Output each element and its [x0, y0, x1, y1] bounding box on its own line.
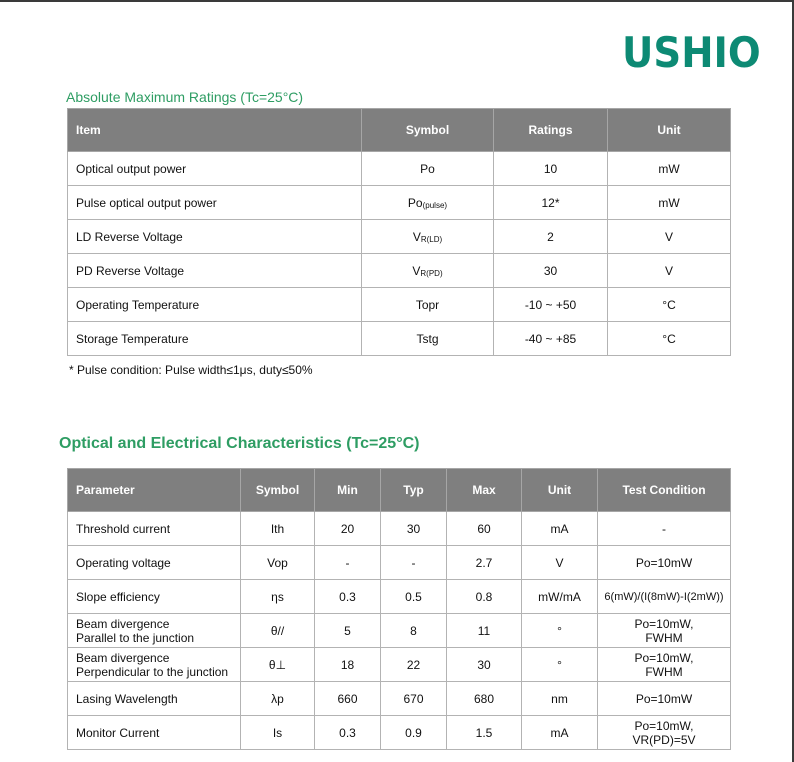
table-header-row — [68, 469, 731, 512]
symbol-cell: θ// — [241, 614, 315, 648]
rating-cell: 10 — [494, 152, 608, 186]
absolute-maximum-ratings-table — [67, 108, 731, 356]
min-cell: 5 — [315, 614, 381, 648]
typ-cell: 670 — [381, 682, 447, 716]
table-row — [68, 220, 731, 254]
condition-cell: 6(mW)/(I(8mW)-I(2mW)) — [598, 580, 731, 614]
table-row — [68, 288, 731, 322]
parameter-cell: Lasing Wavelength — [68, 682, 241, 716]
unit-cell: nm — [522, 682, 598, 716]
symbol-cell: $Po_{(pulse)}$ — [362, 186, 494, 220]
typ-cell: 0.9 — [381, 716, 447, 750]
header-unit: Unit — [522, 469, 598, 512]
symbol-cell: Po — [362, 152, 494, 186]
min-cell: 20 — [315, 512, 381, 546]
header-min: Min — [315, 469, 381, 512]
table-row — [68, 152, 731, 186]
rating-cell: 12* — [494, 186, 608, 220]
rating-cell: 30 — [494, 254, 608, 288]
condition-cell: Po=10mW, FWHM — [598, 648, 731, 682]
typ-cell: 8 — [381, 614, 447, 648]
item-cell: Storage Temperature — [68, 322, 362, 356]
amr-title: Absolute Maximum Ratings (Tc=25°C) — [66, 89, 304, 105]
unit-cell: V — [608, 220, 731, 254]
header-max: Max — [447, 469, 522, 512]
table-row — [68, 546, 731, 580]
min-cell: 0.3 — [315, 716, 381, 750]
symbol-cell: $V_{R(LD)}$ — [362, 220, 494, 254]
min-cell: 0.3 — [315, 580, 381, 614]
header-unit: Unit — [608, 109, 731, 152]
optical-electrical-characteristics-table — [67, 468, 731, 750]
symbol-cell: ηs — [241, 580, 315, 614]
symbol-cell: λp — [241, 682, 315, 716]
pulse-footnote: * Pulse condition: Pulse width≤1μs, duty≤50% — [69, 363, 313, 377]
oec-title: Optical and Electrical Characteristics (Tc=25°C) — [59, 435, 420, 452]
typ-cell: 30 — [381, 512, 447, 546]
condition-cell: Po=10mW — [598, 546, 731, 580]
max-cell: 11 — [447, 614, 522, 648]
table-row — [68, 512, 731, 546]
item-cell: PD Reverse Voltage — [68, 254, 362, 288]
unit-cell: mW/mA — [522, 580, 598, 614]
header-parameter: Parameter — [68, 469, 241, 512]
symbol-cell: Vop — [241, 546, 315, 580]
max-cell: 1.5 — [447, 716, 522, 750]
min-cell: 660 — [315, 682, 381, 716]
min-cell: - — [315, 546, 381, 580]
condition-cell: - — [598, 512, 731, 546]
unit-cell: mW — [608, 186, 731, 220]
item-cell: LD Reverse Voltage — [68, 220, 362, 254]
ushio-logo: USHIO — [622, 28, 761, 77]
header-symbol: Symbol — [241, 469, 315, 512]
table-row — [68, 580, 731, 614]
min-cell: 18 — [315, 648, 381, 682]
unit-cell: mW — [608, 152, 731, 186]
header-ratings: Ratings — [494, 109, 608, 152]
header-symbol: Symbol — [362, 109, 494, 152]
symbol-cell: Is — [241, 716, 315, 750]
max-cell: 0.8 — [447, 580, 522, 614]
unit-cell: °C — [608, 322, 731, 356]
item-cell: Operating Temperature — [68, 288, 362, 322]
symbol-cell: Tstg — [362, 322, 494, 356]
rating-cell: 2 — [494, 220, 608, 254]
table-header-row — [68, 109, 731, 152]
item-cell: Pulse optical output power — [68, 186, 362, 220]
condition-cell: Po=10mW, VR(PD)=5V — [598, 716, 731, 750]
header-typ: Typ — [381, 469, 447, 512]
rating-cell: -10 ~ +50 — [494, 288, 608, 322]
unit-cell: V — [522, 546, 598, 580]
header-test-condition: Test Condition — [598, 469, 731, 512]
parameter-cell: Beam divergence Parallel to the junction — [68, 614, 241, 648]
parameter-cell: Operating voltage — [68, 546, 241, 580]
table-row — [68, 682, 731, 716]
unit-cell: mA — [522, 512, 598, 546]
unit-cell: mA — [522, 716, 598, 750]
parameter-cell: Threshold current — [68, 512, 241, 546]
max-cell: 60 — [447, 512, 522, 546]
unit-cell: °C — [608, 288, 731, 322]
header-item: Item — [68, 109, 362, 152]
symbol-cell: $V_{R(PD)}$ — [362, 254, 494, 288]
max-cell: 2.7 — [447, 546, 522, 580]
page-top-border — [0, 0, 794, 2]
symbol-cell: Topr — [362, 288, 494, 322]
typ-cell: 0.5 — [381, 580, 447, 614]
unit-cell: V — [608, 254, 731, 288]
table-row — [68, 716, 731, 750]
table-row — [68, 648, 731, 682]
table-row — [68, 254, 731, 288]
rating-cell: -40 ~ +85 — [494, 322, 608, 356]
condition-cell: Po=10mW — [598, 682, 731, 716]
typ-cell: - — [381, 546, 447, 580]
max-cell: 30 — [447, 648, 522, 682]
unit-cell: ° — [522, 614, 598, 648]
table-row — [68, 186, 731, 220]
typ-cell: 22 — [381, 648, 447, 682]
parameter-cell: Beam divergence Perpendicular to the junction — [68, 648, 241, 682]
table-row — [68, 322, 731, 356]
symbol-cell: θ⊥ — [241, 648, 315, 682]
unit-cell: ° — [522, 648, 598, 682]
table-row — [68, 614, 731, 648]
symbol-cell: Ith — [241, 512, 315, 546]
item-cell: Optical output power — [68, 152, 362, 186]
parameter-cell: Monitor Current — [68, 716, 241, 750]
condition-cell: Po=10mW, FWHM — [598, 614, 731, 648]
parameter-cell: Slope efficiency — [68, 580, 241, 614]
max-cell: 680 — [447, 682, 522, 716]
